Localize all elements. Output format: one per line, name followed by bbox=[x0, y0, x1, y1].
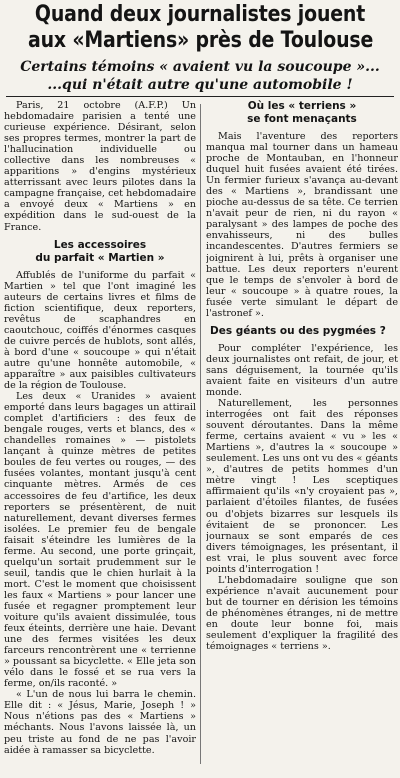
paragraph: « L'un de nous lui barra le chemin. Elle dit : « Jésus, Marie, Joseph ! » Nous n'étions pas des « Martiens » méchants. Nous l'avons laissée là, un peu triste au fond de ne pas l'avoir aidée à ramasser sa bicyclette. bbox=[4, 689, 196, 756]
section-heading-accessoires bbox=[4, 239, 196, 265]
section-heading-line: se font menaçants bbox=[247, 113, 357, 125]
paragraph: Mais l'aventure des reporters manqua mal tourner dans un hameau proche de Montauban, en l'honneur duquel huit fusées avaient été tirées. Un fermier furieux s'avança au-devant des « Martiens », brandissant une pioche au-dessus de sa tête. Ce terrien n'avait peur de rien, ni du rayon « paralysant » des lampes de poche des envahisseurs, ni des bulles incandescentes. D'autres fermiers se joignirent à lui, prêts à organiser une battue. Les deux reporters n'eurent que le temps de s'envoler à bord de leur « soucoupe » à quatre roues, la fusée verte simulant le départ de l'astronef ». bbox=[206, 131, 398, 319]
section-heading-line: Les accessoires bbox=[53, 238, 147, 251]
headline-line-2: aux «Martiens» près de Toulouse bbox=[28, 28, 374, 53]
headline bbox=[28, 2, 372, 54]
column-divider bbox=[200, 104, 201, 764]
headline-line-1: Quand deux journalistes jouent bbox=[34, 2, 366, 27]
subheadline bbox=[0, 58, 400, 94]
section-heading-line: Où les « terriens » bbox=[247, 100, 357, 112]
paragraph: Pour compléter l'expérience, les deux journalistes ont refait, de jour, et sans déguisement, la tournée qu'ils avaient faite en visiteurs d'un autre monde. bbox=[206, 342, 398, 398]
left-column bbox=[4, 100, 196, 770]
headline-rule bbox=[6, 96, 394, 97]
subheadline-line-1: Certains témoins « avaient vu la soucoupe »... bbox=[20, 59, 380, 75]
paragraph: Naturellement, les personnes interrogées ont fait des réponses souvent déroutantes. Dans la même ferme, certains avaient « vu » les « Martiens », d'autres la « soucoupe » seulement. Les uns ont vu des « géants », d'autres de petits hommes d'un mètre vingt ! Les sceptiques affirmaient qu'ils «n'y croyaient pas », parlaient d'étoiles filantes, de fusées ou d'objets bizarres sur lesquels ils évitaient de se prononcer. Les journaux se sont emparés de ces divers témoignages, les présentant, il est vrai, le plus souvent avec force points d'interrogation ! bbox=[206, 398, 398, 575]
paragraph: Les deux « Uranides » avaient emporté dans leurs bagages un attirail complet d'artificiers : des feux de bengale rouges, verts et blancs, des « chandelles romaines » — pistolets lançant à quinze mètres de petites boules de feu vertes ou rouges, — des fusées volantes, montant jusqu'à cent cinquante mètres. Armés de ces accessoires de feu d'artifice, les deux reporters se présentèrent, de nuit naturellement, devant diverses fermes isolées. Le premier feu de bengale faisait s'éteindre les lumières de la ferme. Au second, une porte grinçait, quelqu'un sortait prudemment sur le seuil, tandis que le chien hurlait à la mort. C'est le moment que choisissent les faux « Martiens » pour lancer une fusée et regagner promptement leur voiture qu'ils avaient dissimulée, tous feux éteints, derrière une haie. Devant une des fermes visitées les deux farceurs rencontrèrent une « terrienne » poussant sa bicyclette. « Elle jeta son vélo dans le fossé et se rua vers la ferme, on/ils raconté. » bbox=[4, 391, 196, 690]
paragraph: Affublés de l'uniforme du parfait « Martien » tel que l'ont imaginé les auteurs de certains livres et films de fiction scientifique, deux reporters, revêtus de scaphandres en caoutchouc, coiffés d'énormes casques de cuivre percés de hublots, sont allés, à bord d'une « soucoupe » qui n'était autre qu'une honnête automobile, « apparaître » aux paisibles cultivateurs de la région de Toulouse. bbox=[4, 269, 196, 392]
intro-paragraph: Paris, 21 octobre (A.F.P.) Un hebdomadaire parisien a tenté une curieuse expérience. Désirant, selon ses propres termes, montrer la part de l'hallucination individuelle ou collective dans les nombreuses « apparitions » d'engins mystérieux atterrissant avec leurs pilotes dans la campagne française, cet hebdomadaire a envoyé deux « Martiens » en expédition dans le sud-ouest de la France. bbox=[4, 100, 196, 233]
section-heading-terriens bbox=[206, 100, 398, 126]
paragraph: L'hebdomadaire souligne que son expérience n'avait aucunement pour but de tourner en dérision les témoins de phénomènes étranges, ni de mettre en doute leur bonne foi, mais seulement d'expliquer la fragilité des témoignages « terriens ». bbox=[206, 574, 398, 653]
section-heading-geants: Des géants ou des pygmées ? bbox=[210, 324, 386, 337]
right-column bbox=[206, 100, 398, 770]
subheadline-line-2: ...qui n'était autre qu'une automobile ! bbox=[47, 77, 353, 93]
section-heading-line: du parfait « Martien » bbox=[35, 251, 165, 264]
